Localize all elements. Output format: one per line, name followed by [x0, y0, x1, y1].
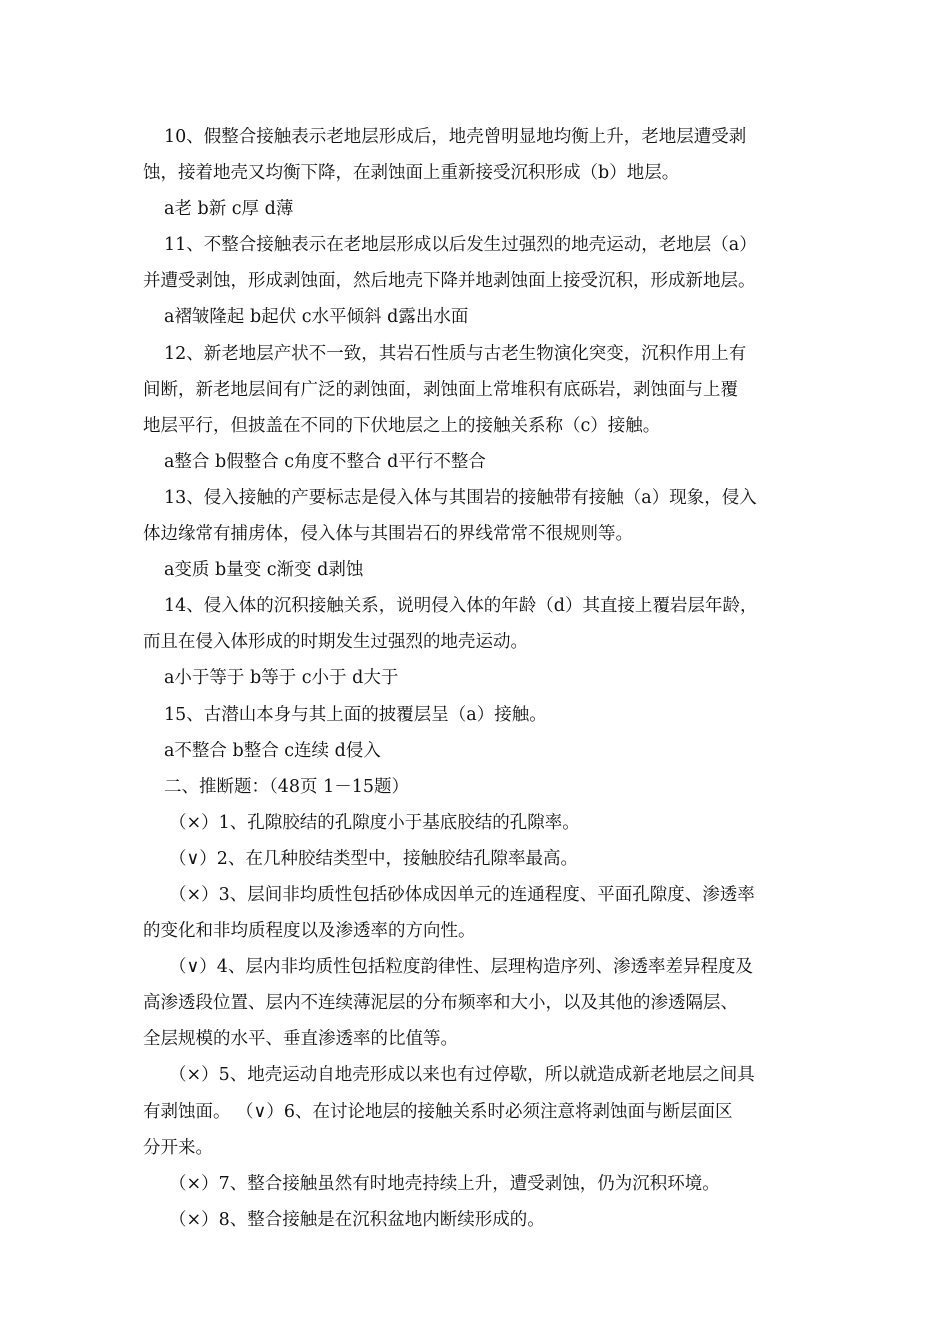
text-line: （∨）2、在几种胶结类型中，接触胶结孔隙率最高。: [169, 848, 578, 869]
text-line: a褶皱隆起 b起伏 c水平倾斜 d露出水面: [164, 307, 469, 328]
text-line: 有剥蚀面。 （∨）6、在讨论地层的接触关系时必须注意将剥蚀面与断层面区: [143, 1101, 733, 1122]
text-line: （∨）4、层内非均质性包括粒度韵律性、层理构造序列、渗透率差异程度及: [169, 957, 753, 978]
text-line: （×）8、整合接触是在沉积盆地内断续形成的。: [169, 1209, 545, 1230]
text-line: 高渗透段位置、层内不连续薄泥层的分布频率和大小，以及其他的渗透隔层、: [143, 993, 738, 1014]
text-line: 12、新老地层产状不一致，其岩石性质与古老生物演化突变，沉积作用上有: [164, 343, 747, 364]
text-line: 蚀，接着地壳又均衡下降，在剥蚀面上重新接受沉积形成（b）地层。: [143, 163, 680, 184]
text-line: a整合 b假整合 c角度不整合 d平行不整合: [164, 451, 486, 472]
text-line: （×）7、整合接触虽然有时地壳持续上升，遭受剥蚀，仍为沉积环境。: [169, 1173, 720, 1194]
text-line: 15、古潜山本身与其上面的披覆层呈（a）接触。: [164, 704, 547, 725]
text-line: 11、不整合接触表示在老地层形成以后发生过强烈的地壳运动，老地层（a）: [164, 235, 757, 256]
text-line: a老 b新 c厚 d薄: [164, 199, 294, 220]
text-line: 二、推断题：（48页 1－15题）: [164, 776, 409, 797]
text-line: a小于等于 b等于 c小于 d大于: [164, 668, 399, 689]
text-line: 全层规模的水平、垂直渗透率的比值等。: [143, 1029, 458, 1050]
text-line: 10、假整合接触表示老地层形成后，地壳曾明显地均衡上升，老地层遭受剥: [164, 127, 747, 147]
text-line: 体边缘常有捕虏体，侵入体与其围岩石的界线常常不很规则等。: [143, 524, 633, 545]
text-line: （×）5、地壳运动自地壳形成以来也有过停歇，所以就造成新老地层之间具: [169, 1065, 755, 1086]
text-line: 14、侵入体的沉积接触关系，说明侵入体的年龄（d）其直接上覆岩层年龄，: [164, 596, 758, 617]
text-line: 13、侵入接触的产要标志是侵入体与其围岩的接触带有接触（a）现象，侵入: [164, 487, 757, 508]
document-body: [143, 119, 823, 1238]
text-line: 而且在侵入体形成的时期发生过强烈的地壳运动。: [143, 632, 528, 653]
text-line: 分开来。: [143, 1137, 213, 1158]
text-line: （×）1、孔隙胶结的孔隙度小于基底胶结的孔隙率。: [169, 812, 580, 833]
text-line: a变质 b量变 c渐变 d剥蚀: [164, 560, 364, 581]
text-line: 并遭受剥蚀，形成剥蚀面，然后地壳下降并地剥蚀面上接受沉积，形成新地层。: [143, 271, 756, 292]
text-line: （×）3、层间非均质性包括砂体成因单元的连通程度、平面孔隙度、渗透率: [169, 884, 755, 905]
text-line: 间断，新老地层间有广泛的剥蚀面，剥蚀面上常堆积有底砾岩，剥蚀面与上覆: [143, 379, 738, 400]
text-line: a不整合 b整合 c连续 d侵入: [164, 740, 381, 761]
text-line: 地层平行，但披盖在不同的下伏地层之上的接触关系称（c）接触。: [143, 415, 661, 436]
text-line: 的变化和非均质程度以及渗透率的方向性。: [143, 921, 476, 942]
